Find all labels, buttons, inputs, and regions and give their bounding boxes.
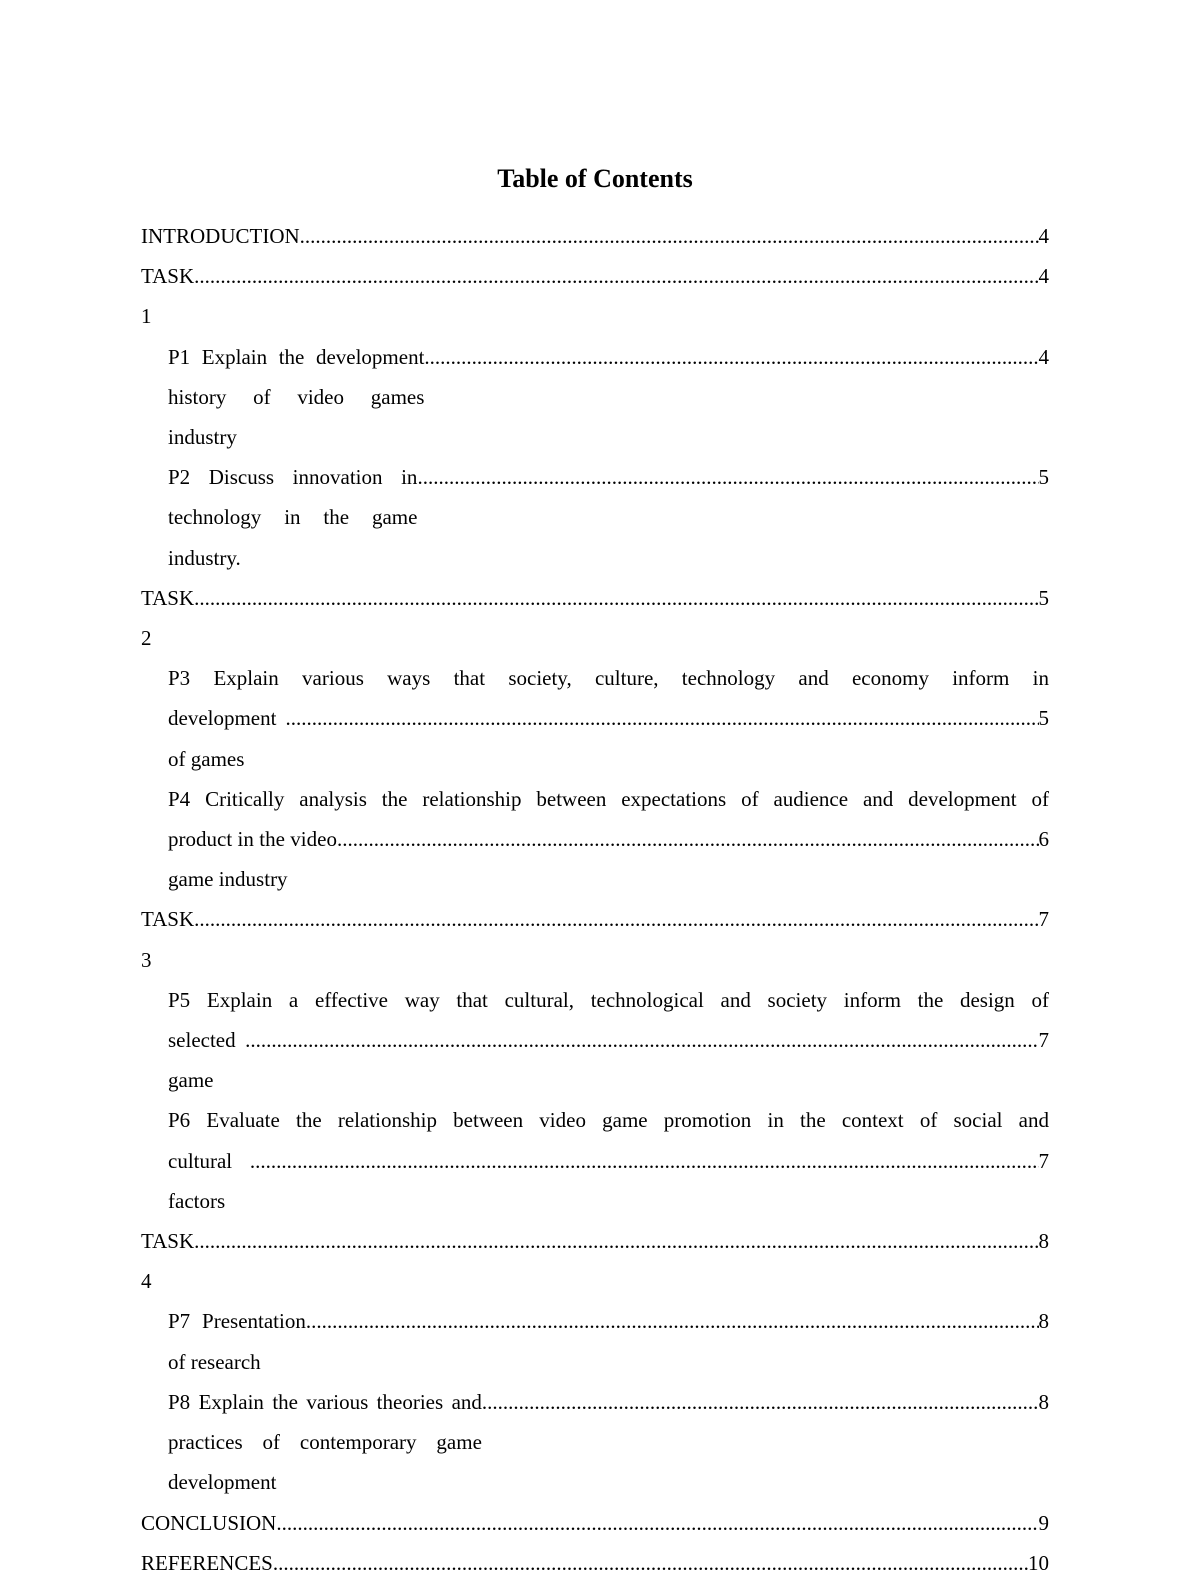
toc-entry-task-1[interactable]: [141, 256, 1049, 336]
toc-entry-introduction[interactable]: [141, 216, 1049, 256]
dot-leader: [194, 899, 1038, 939]
toc-entry-p2[interactable]: [141, 457, 1049, 578]
toc-page-number: 4: [1038, 264, 1049, 289]
toc-entry-label: TASK 3: [141, 907, 195, 972]
dot-leader: [424, 337, 1038, 377]
dot-leader: [337, 819, 1039, 859]
toc-entry-p3[interactable]: [141, 658, 1049, 779]
dot-leader: [194, 578, 1038, 618]
toc-page-number: 5: [1038, 465, 1049, 490]
toc-entry-references[interactable]: [141, 1543, 1049, 1583]
dot-leader: [417, 457, 1038, 497]
toc-entry-label: P7 Presentation of research: [168, 1309, 306, 1374]
toc-list: [141, 216, 1049, 1583]
toc-page-number: 4: [1038, 224, 1049, 248]
toc-entry-label-line1: P5 Explain a effective way that cultural, technological and society inform the design of: [168, 987, 1049, 1012]
toc-page-number: 7: [1038, 1148, 1049, 1173]
toc-entry-label-line2: product in the video game industry: [168, 827, 337, 892]
toc-entry-p1[interactable]: [141, 337, 1049, 458]
toc-page-number: 8: [1038, 1229, 1049, 1254]
toc-entry-p8[interactable]: [141, 1382, 1049, 1503]
toc-page-number: 6: [1038, 827, 1049, 852]
toc-entry-p4[interactable]: [141, 779, 1049, 900]
toc-entry-conclusion[interactable]: [141, 1503, 1049, 1543]
toc-page-number: 5: [1038, 585, 1049, 610]
toc-entry-task-2[interactable]: [141, 578, 1049, 658]
toc-page-number: 10: [1028, 1550, 1049, 1575]
toc-page-number: 7: [1038, 907, 1049, 932]
toc-entry-label: TASK 1: [141, 264, 195, 329]
dot-leader: [300, 216, 1039, 256]
toc-entry-label: P2 Discuss innovation in technology in the game industry.: [168, 465, 418, 570]
dot-leader: [482, 1382, 1039, 1422]
toc-entry-label: P1 Explain the development history of video games industry: [168, 344, 425, 450]
toc-entry-task-3[interactable]: [141, 899, 1049, 979]
toc-entry-p7[interactable]: [141, 1301, 1049, 1381]
toc-page-number: 8: [1038, 1389, 1049, 1414]
toc-entry-label: INTRODUCTION: [141, 224, 300, 248]
dot-leader: [276, 1503, 1038, 1543]
toc-entry-p6[interactable]: [141, 1100, 1049, 1221]
toc-entry-p5[interactable]: [141, 980, 1049, 1101]
dot-leader: [194, 256, 1038, 296]
toc-entry-label: TASK 4: [141, 1229, 195, 1294]
toc-entry-label: CONCLUSION: [141, 1510, 277, 1535]
toc-entry-label-line1: P4 Critically analysis the relationship between expectations of audience and development of: [168, 786, 1049, 811]
toc-entry-task-4[interactable]: [141, 1221, 1049, 1301]
toc-entry-label-line1: P3 Explain various ways that society, culture, technology and economy inform in: [168, 666, 1049, 691]
toc-entry-label-line1: P6 Evaluate the relationship between video game promotion in the context of social and: [168, 1108, 1049, 1133]
toc-page-number: 5: [1038, 706, 1049, 731]
dot-leader: [245, 1020, 1038, 1060]
dot-leader: [194, 1221, 1038, 1261]
toc-entry-label-line2: cultural factors: [168, 1148, 233, 1213]
toc-title: Table of Contents: [497, 164, 693, 193]
toc-entry-label: TASK 2: [141, 585, 195, 651]
toc-entry-label: REFERENCES: [141, 1550, 273, 1575]
dot-leader: [286, 698, 1039, 738]
toc-page-number: 7: [1038, 1028, 1049, 1053]
dot-leader: [273, 1543, 1028, 1583]
dot-leader: [250, 1141, 1039, 1181]
toc-page-number: 4: [1038, 344, 1049, 369]
toc-entry-label-line2: development of games: [168, 706, 277, 771]
dot-leader: [306, 1301, 1039, 1341]
toc-page-number: 8: [1038, 1309, 1049, 1334]
toc-page-number: 9: [1038, 1510, 1049, 1535]
toc-entry-label: P8 Explain the various theories and practices of contemporary game development: [168, 1389, 482, 1495]
toc-entry-label-line2: selected game: [168, 1028, 236, 1093]
